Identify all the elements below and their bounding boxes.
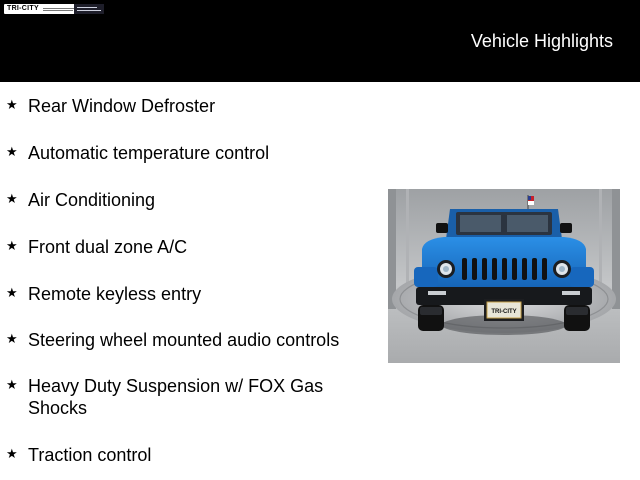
list-item (6, 95, 376, 117)
list-item (6, 283, 376, 305)
list-item (6, 375, 376, 419)
star-icon: ★ (6, 98, 18, 113)
logo-decoration (43, 4, 72, 14)
highlight-label: Air Conditioning (28, 190, 156, 210)
highlight-label: Rear Window Defroster (28, 96, 216, 116)
star-icon: ★ (6, 192, 18, 207)
star-icon: ★ (6, 332, 18, 347)
header-bar (0, 0, 640, 82)
star-icon: ★ (6, 145, 18, 160)
highlight-label: Remote keyless entry (28, 284, 202, 304)
star-icon: ★ (6, 239, 18, 254)
highlight-label: Automatic temperature control (28, 143, 270, 163)
star-icon: ★ (6, 286, 18, 301)
highlight-label: Front dual zone A/C (28, 237, 188, 257)
list-item (6, 142, 376, 164)
logo-badge (74, 4, 104, 14)
dealer-logo (4, 4, 104, 14)
highlight-label: Heavy Duty Suspension w/ FOX Gas Shocks (28, 376, 324, 418)
list-item (6, 329, 376, 351)
star-icon: ★ (6, 447, 18, 462)
star-icon: ★ (6, 378, 18, 393)
plate-text: TRI-CITY (491, 309, 517, 315)
highlight-label: Traction control (28, 445, 152, 465)
highlight-label: Steering wheel mounted audio controls (28, 330, 340, 350)
dealer-logo-text: TRI-CITY (7, 5, 39, 12)
vehicle-photo (388, 189, 620, 363)
list-item (6, 189, 376, 211)
list-item (6, 236, 376, 258)
list-item (6, 444, 376, 466)
page-title: Vehicle Highlights (470, 31, 613, 51)
